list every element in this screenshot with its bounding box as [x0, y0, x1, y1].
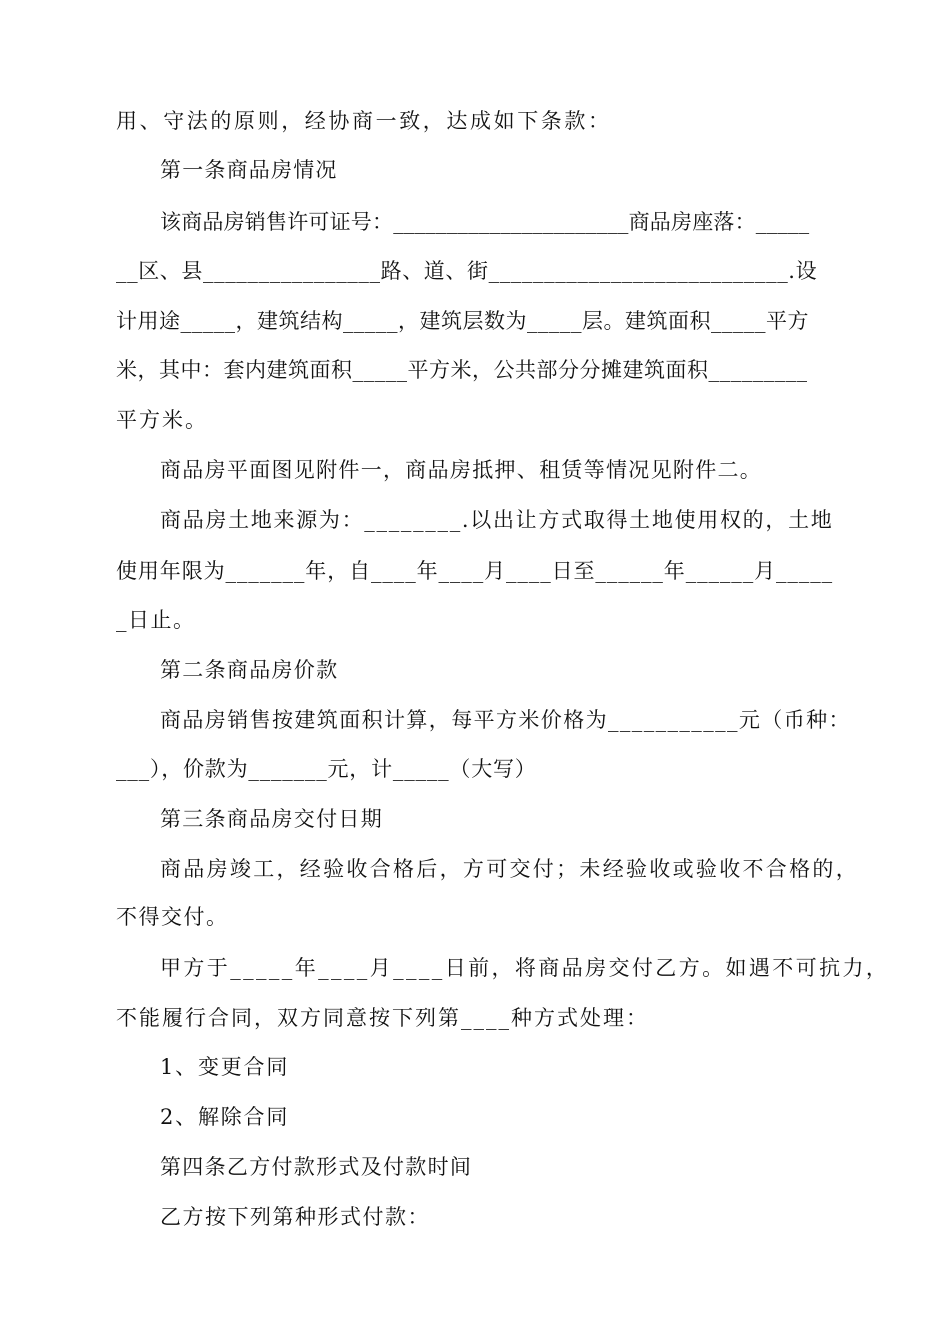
paragraph-line: 甲方于_____年____月____日前，将商品房交付乙方。如遇不可抗力，: [160, 956, 890, 980]
section-heading: 第四条乙方付款形式及付款时间: [160, 1155, 473, 1179]
paragraph-line: ___），价款为_______元，计_____（大写）: [116, 757, 537, 781]
paragraph-line: 计用途_____，建筑结构_____，建筑层数为_____层。建筑面积_____平方: [116, 309, 809, 333]
paragraph-line: 商品房销售按建筑面积计算，每平方米价格为___________元（币种：: [160, 708, 851, 732]
paragraph-line: 该商品房销售许可证号：______________________商品房座落：_____: [160, 210, 810, 234]
section-heading: 第一条商品房情况: [160, 158, 338, 182]
paragraph-line: 米，其中：套内建筑面积_____平方米，公共部分分摊建筑面积_________: [116, 358, 808, 382]
list-item: 1、变更合同: [160, 1055, 290, 1079]
paragraph-line: _日止。: [116, 608, 196, 632]
paragraph-line: 使用年限为_______年，自____年____月____日至______年______月_____: [116, 559, 833, 583]
paragraph-line: 乙方按下列第种形式付款：: [160, 1205, 430, 1229]
paragraph-line: 平方米。: [116, 408, 208, 432]
paragraph-line: 商品房平面图见附件一，商品房抵押、租赁等情况见附件二。: [160, 458, 763, 482]
paragraph-line: 用、守法的原则，经协商一致，达成如下条款：: [116, 109, 612, 133]
paragraph-line: 不能履行合同，双方同意按下列第____种方式处理：: [116, 1006, 649, 1030]
paragraph-line: 商品房土地来源为：________.以出让方式取得土地使用权的，土地: [160, 508, 834, 532]
paragraph-line: 商品房竣工，经验收合格后，方可交付；未经验收或验收不合格的，: [160, 857, 859, 881]
paragraph-line: 不得交付。: [116, 905, 229, 929]
section-heading: 第二条商品房价款: [160, 658, 339, 682]
list-item: 2、解除合同: [160, 1105, 290, 1129]
section-heading: 第三条商品房交付日期: [160, 807, 383, 831]
paragraph-line: __区、县________________路、道、街___________________________.设: [116, 259, 818, 283]
